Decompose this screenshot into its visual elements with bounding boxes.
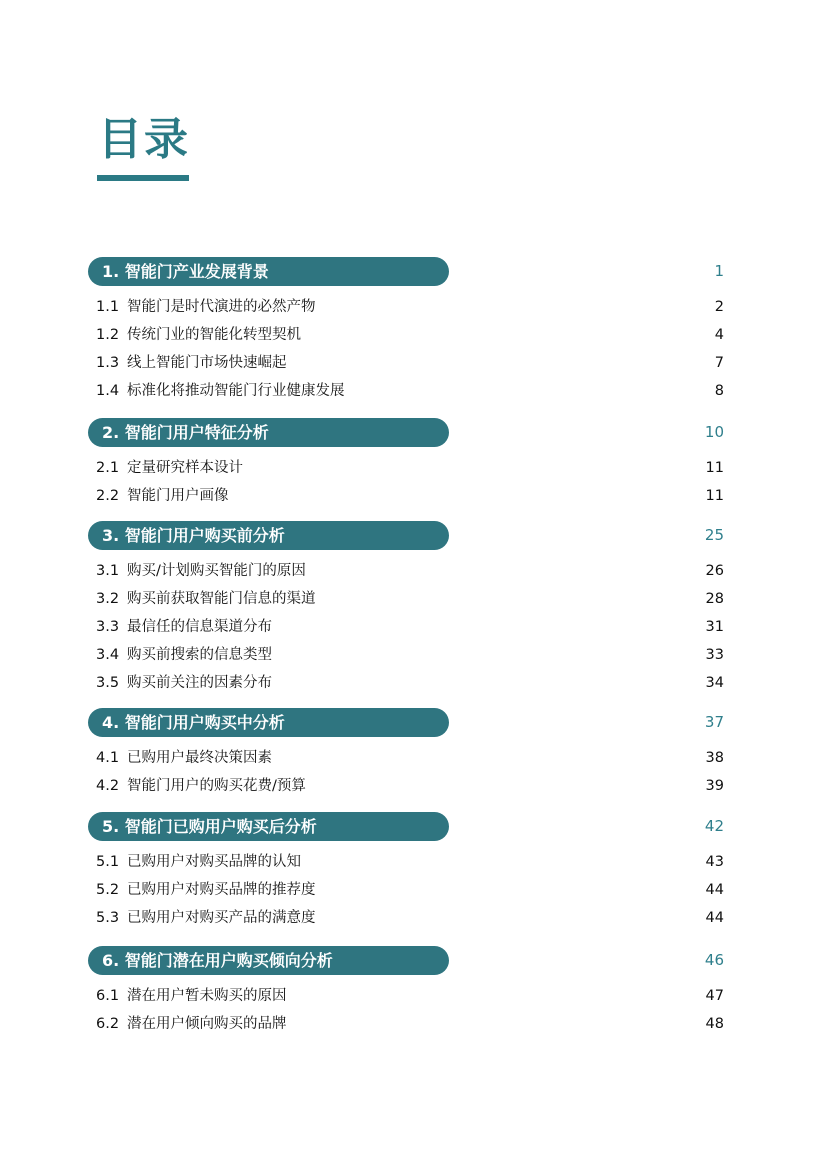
toc-entry-number: 1.3 xyxy=(96,355,120,371)
toc-entry-page-number: 47 xyxy=(705,988,724,1004)
section-page-number: 25 xyxy=(704,526,724,544)
toc-entry[interactable] xyxy=(96,774,724,798)
toc-entry-label: 线上智能门市场快速崛起 xyxy=(127,355,287,371)
toc-entry-number: 1.1 xyxy=(96,299,120,315)
toc-entry[interactable] xyxy=(96,850,724,874)
toc-entry-label: 已购用户对购买品牌的推荐度 xyxy=(127,882,316,898)
toc-entry-label: 已购用户对购买产品的满意度 xyxy=(127,910,316,926)
section-heading[interactable]: 3. 智能门用户购买前分析 xyxy=(88,521,449,550)
section-heading[interactable]: 1. 智能门产业发展背景 xyxy=(88,257,449,286)
section-page-number: 37 xyxy=(704,713,724,731)
toc-entry-label: 购买前关注的因素分布 xyxy=(127,675,272,691)
section-heading[interactable]: 4. 智能门用户购买中分析 xyxy=(88,708,449,737)
toc-entry-page-number: 44 xyxy=(705,882,724,898)
toc-entry[interactable] xyxy=(96,1012,724,1036)
toc-entry-number: 6.1 xyxy=(96,988,120,1004)
toc-entry-label: 标准化将推动智能门行业健康发展 xyxy=(127,383,345,399)
toc-entry-number: 2.2 xyxy=(96,488,120,504)
toc-entry-label: 潜在用户暂未购买的原因 xyxy=(127,988,287,1004)
toc-entry-page-number: 8 xyxy=(714,383,724,399)
toc-entry-page-number: 44 xyxy=(705,910,724,926)
toc-entry[interactable] xyxy=(96,587,724,611)
toc-entry-number: 3.1 xyxy=(96,563,120,579)
toc-entry[interactable] xyxy=(96,906,724,930)
section-heading[interactable]: 2. 智能门用户特征分析 xyxy=(88,418,449,447)
toc-entry[interactable] xyxy=(96,323,724,347)
toc-entry[interactable] xyxy=(96,456,724,480)
toc-entry[interactable] xyxy=(96,671,724,695)
toc-entry-label: 已购用户最终决策因素 xyxy=(127,750,272,766)
toc-entry-label: 最信任的信息渠道分布 xyxy=(127,619,272,635)
toc-entry-page-number: 31 xyxy=(705,619,724,635)
toc-entry-page-number: 34 xyxy=(705,675,724,691)
toc-entry-label: 智能门用户的购买花费/预算 xyxy=(127,778,306,794)
toc-entry[interactable] xyxy=(96,615,724,639)
toc-entry-number: 5.3 xyxy=(96,910,120,926)
section-heading[interactable]: 5. 智能门已购用户购买后分析 xyxy=(88,812,449,841)
toc-entry-number: 1.2 xyxy=(96,327,120,343)
toc-entry-page-number: 48 xyxy=(705,1016,724,1032)
toc-entry-label: 购买前搜索的信息类型 xyxy=(127,647,272,663)
section-heading[interactable]: 6. 智能门潜在用户购买倾向分析 xyxy=(88,946,449,975)
toc-entry-label: 购买/计划购买智能门的原因 xyxy=(127,563,306,579)
toc-entry-page-number: 43 xyxy=(705,854,724,870)
section-page-number: 1 xyxy=(714,262,724,280)
toc-entry-number: 1.4 xyxy=(96,383,120,399)
toc-entry-label: 智能门用户画像 xyxy=(127,488,229,504)
section-page-number: 46 xyxy=(704,951,724,969)
toc-entry-number: 4.2 xyxy=(96,778,120,794)
toc-entry[interactable] xyxy=(96,559,724,583)
toc-entry-number: 3.2 xyxy=(96,591,120,607)
toc-entry-page-number: 38 xyxy=(705,750,724,766)
toc-entry[interactable] xyxy=(96,984,724,1008)
toc-entry-page-number: 28 xyxy=(705,591,724,607)
toc-entry-page-number: 33 xyxy=(705,647,724,663)
toc-entry-number: 3.4 xyxy=(96,647,120,663)
toc-entry-number: 3.5 xyxy=(96,675,120,691)
toc-entry[interactable] xyxy=(96,484,724,508)
toc-entry-number: 5.1 xyxy=(96,854,120,870)
toc-entry-label: 购买前获取智能门信息的渠道 xyxy=(127,591,316,607)
toc-entry-number: 4.1 xyxy=(96,750,120,766)
toc-entry-label: 智能门是时代演进的必然产物 xyxy=(127,299,316,315)
toc-entry-label: 已购用户对购买品牌的认知 xyxy=(127,854,301,870)
toc-entry-page-number: 11 xyxy=(705,488,724,504)
toc-entry[interactable] xyxy=(96,643,724,667)
page-title: 目录 xyxy=(98,114,190,165)
toc-entry-number: 3.3 xyxy=(96,619,120,635)
toc-entry-label: 潜在用户倾向购买的品牌 xyxy=(127,1016,287,1032)
toc-entry-page-number: 2 xyxy=(714,299,724,315)
title-underline xyxy=(97,175,189,181)
section-page-number: 10 xyxy=(704,423,724,441)
toc-entry[interactable] xyxy=(96,351,724,375)
toc-entry[interactable] xyxy=(96,878,724,902)
toc-entry-label: 定量研究样本设计 xyxy=(127,460,243,476)
toc-entry-number: 5.2 xyxy=(96,882,120,898)
toc-entry-page-number: 26 xyxy=(705,563,724,579)
toc-entry-page-number: 11 xyxy=(705,460,724,476)
toc-entry-label: 传统门业的智能化转型契机 xyxy=(127,327,301,343)
toc-entry-number: 6.2 xyxy=(96,1016,120,1032)
toc-entry-number: 2.1 xyxy=(96,460,120,476)
toc-entry-page-number: 39 xyxy=(705,778,724,794)
toc-entry[interactable] xyxy=(96,379,724,403)
section-page-number: 42 xyxy=(704,817,724,835)
toc-entry[interactable] xyxy=(96,295,724,319)
toc-entry-page-number: 4 xyxy=(714,327,724,343)
toc-entry-page-number: 7 xyxy=(714,355,724,371)
toc-entry[interactable] xyxy=(96,746,724,770)
